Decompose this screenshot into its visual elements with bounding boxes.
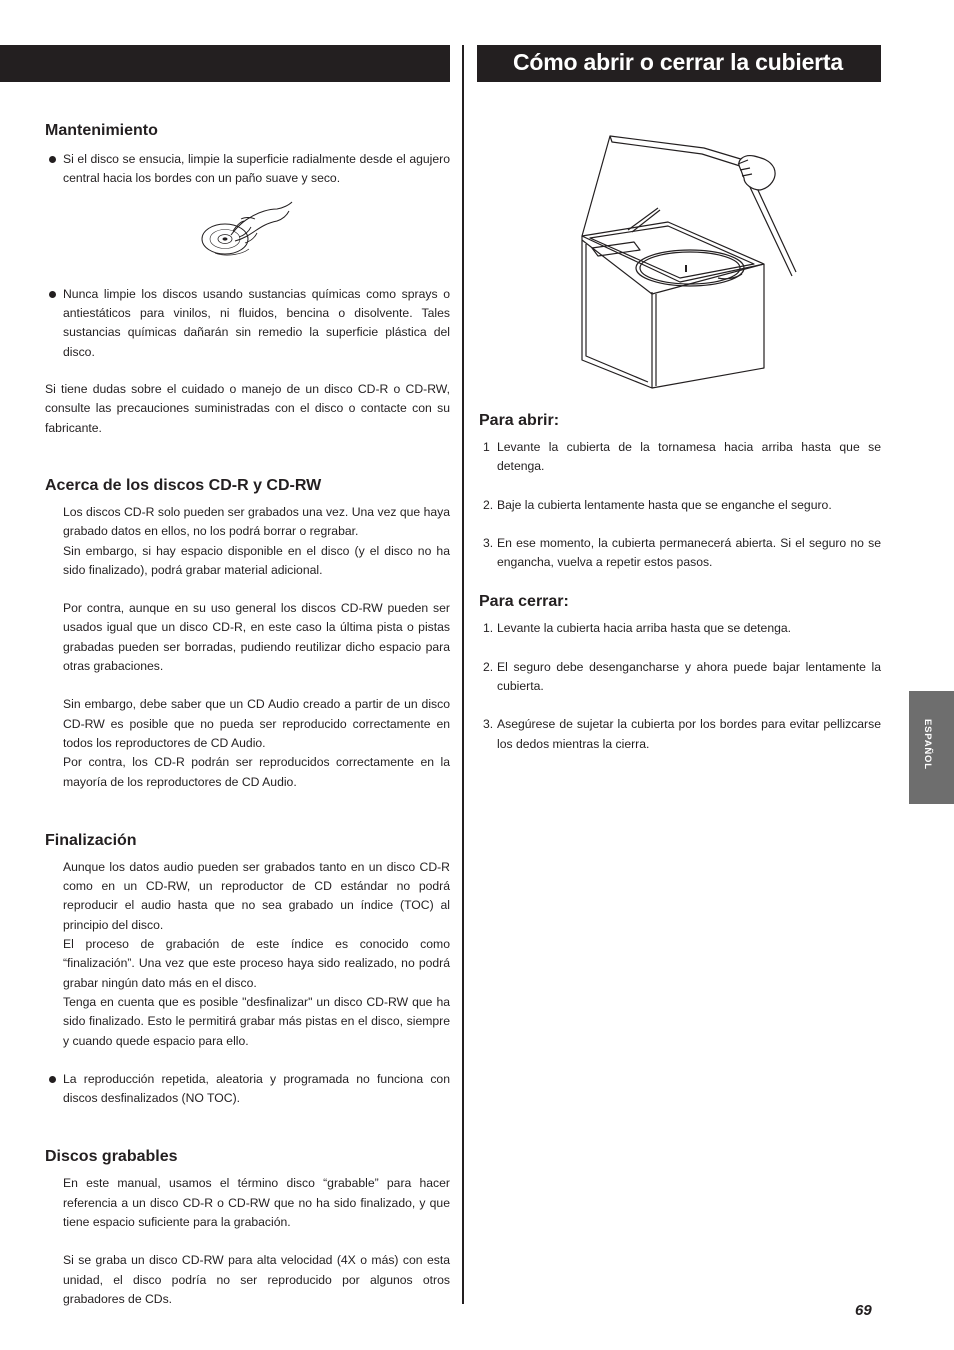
cdr-paragraph-3: Por contra, aunque en su uso general los discos CD-RW pueden ser usados igual que un disco CD-R, en este caso la última pista o pistas grabadas pueden ser borradas, pudiendo reutilizar dicho espacio para otras grabaciones. [63, 601, 450, 674]
page-title: Cómo abrir o cerrar la cubierta [513, 49, 843, 75]
finalizacion-paragraph-3: Tenga en cuenta que es posible "desfinalizar" un disco CD-RW que ha sido finalizado. Esto le permitirá grabar más pistas en el disco, siempre y cuando quede espacio para ello. [63, 994, 450, 1048]
cdr-paragraph-5: Por contra, los CD-R podrán ser reproducidos correctamente en la mayoría de los reproductores de CD Audio. [63, 755, 450, 789]
abrir-heading: Para abrir: [479, 412, 560, 429]
page-number: 69 [855, 1302, 872, 1319]
cdr-heading: Acerca de los discos CD-R y CD-RW [45, 476, 322, 494]
cdr-paragraph-2: Sin embargo, si hay espacio disponible en el disco (y el disco no ha sido finalizado), podrá grabar material adicional. [63, 543, 450, 577]
abrir-step-1: 1 Levante la cubierta de la tornamesa hacia arriba hasta que se detenga. [483, 440, 881, 474]
grabables-heading: Discos grabables [45, 1148, 178, 1166]
bullet-dot-icon [49, 156, 56, 163]
mantenimiento-note: Si tiene dudas sobre el cuidado o manejo de un disco CD-R o CD-RW, consulte las precauciones suministradas con el disco o contacte con su fabricante. [45, 382, 450, 435]
turntable-cover-illustration [568, 128, 808, 398]
language-tab [909, 691, 954, 804]
right-column [479, 410, 881, 754]
finalizacion-paragraph-1: Aunque los datos audio pueden ser grabados tanto en un disco CD-R como en un CD-RW, un reproductor de CD estándar no podrá reproducir el audio hasta que no sea grabado un índice (TOC) al principio del disco. [63, 859, 450, 932]
cerrar-heading: Para cerrar: [479, 593, 569, 611]
grabables-paragraph-2: Si se graba un disco CD-RW para alta velocidad (4X o más) con esta unidad, el disco podría no ser reproducido por algunos otros grabadores de CDs. [63, 1253, 450, 1306]
mantenimiento-bullet-1: Si el disco se ensucia, limpie la superficie radialmente desde el agujero central hacia los bordes con un paño suave y seco. [45, 150, 450, 189]
cdr-paragraph-1: Los discos CD-R solo pueden ser grabados una vez. Una vez que haya grabado datos en ellos, no los podrá borrar o regrabar. [63, 504, 450, 539]
finalizacion-bullet: La reproducción repetida, aleatoria y programada no funciona con discos desfinalizados (NO TOC). [45, 1070, 450, 1109]
header-bar-right [477, 45, 881, 82]
cdr-paragraph-4: Sin embargo, debe saber que un CD Audio creado a partir de un disco CD-RW es posible que no pueda ser reproducido correctamente en todos los reproductores de CD Audio. [63, 697, 450, 750]
abrir-step-2: 2. Baje la cubierta lentamente hasta que se enganche el seguro. [483, 497, 832, 512]
cerrar-step-3: 3. Asegúrese de sujetar la cubierta por los bordes para evitar pellizcarse los dedos mientras la cierra. [483, 717, 881, 751]
bullet-dot-icon [49, 291, 56, 298]
header-bar-left [0, 45, 450, 82]
language-tab-label: ESPAÑOL [922, 719, 933, 770]
grabables-paragraph-1: En este manual, usamos el término disco “grabable” para hacer referencia a un disco CD-R o CD-RW que no ha sido finalizado, y que tiene espacio suficiente para la grabación. [63, 1176, 450, 1229]
left-column [45, 120, 450, 1309]
abrir-step-3: 3. En ese momento, la cubierta permanecerá abierta. Si el seguro no se engancha, vuelva a repetir estos pasos. [483, 535, 881, 570]
finalizacion-heading: Finalización [45, 831, 137, 849]
finalizacion-paragraph-2: El proceso de grabación de este índice es conocido como “finalización”. Una vez que este proceso haya sido realizado, no podrá grabar ningún dato más en el disco. [63, 937, 450, 990]
cerrar-step-1: 1. Levante la cubierta hacia arriba hasta que se detenga. [483, 621, 792, 636]
column-divider [462, 45, 464, 1304]
mantenimiento-bullet-2: Nunca limpie los discos usando sustancias químicas como sprays o antiestáticos para vinilos, ni fluidos, bencina o disolvente. Tales sustancias químicas dañarán sin remedio la superficie plástica del disco. [45, 285, 450, 362]
bullet-dot-icon [49, 1076, 56, 1083]
cerrar-step-2: 2. El seguro debe desengancharse y ahora puede bajar lentamente la cubierta. [483, 659, 881, 694]
disc-cleaning-illustration [45, 201, 450, 271]
mantenimiento-heading: Mantenimiento [45, 122, 158, 139]
